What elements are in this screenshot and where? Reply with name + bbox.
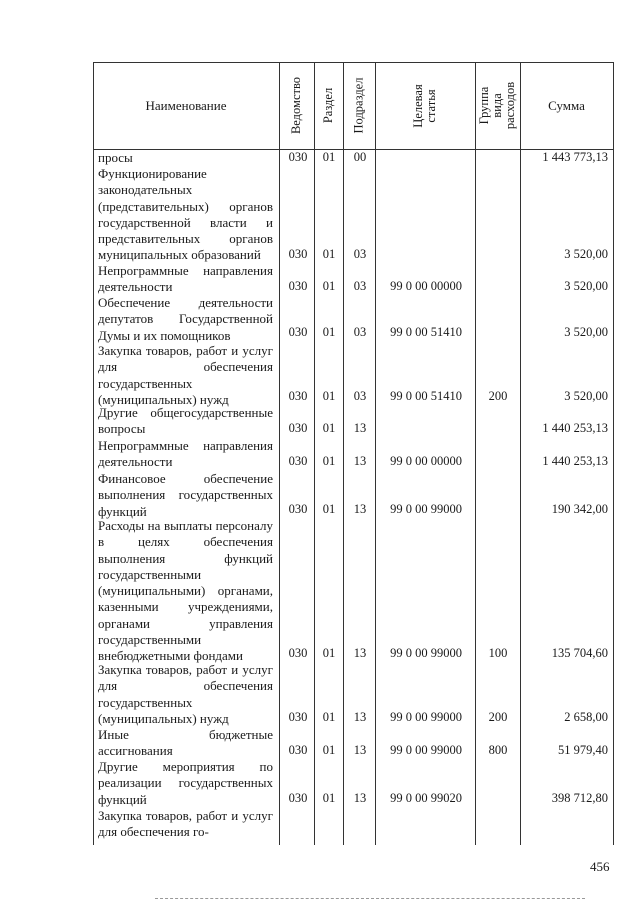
- header-gruppa: [475, 62, 520, 149]
- row-celevaya: 99 0 00 99000: [390, 743, 462, 757]
- row-name: Закупка товаров, работ и услуг для обеспечения го-: [98, 808, 273, 840]
- row-summa: 3 520,00: [564, 325, 608, 339]
- row-podrazdel: 03: [353, 279, 367, 293]
- row-razdel: 01: [322, 325, 336, 339]
- row-razdel: 01: [322, 421, 336, 435]
- header-razdel-text: Раздел: [321, 87, 336, 124]
- row-vedomstvo: 030: [288, 389, 308, 403]
- row-celevaya: 99 0 00 00000: [390, 454, 462, 468]
- row-podrazdel: 13: [353, 791, 367, 805]
- row-name: просы: [98, 150, 133, 165]
- row-summa: 190 342,00: [551, 502, 608, 516]
- row-summa: 1 440 253,13: [542, 454, 608, 468]
- row-name: Функционирование законодательных (представительных) органов государственной власти и представительных органов муниципальных образований: [98, 166, 273, 263]
- row-name: Закупка товаров, работ и услуг для обеспечения государственных (муниципальных) нужд: [98, 343, 273, 407]
- row-vedomstvo: 030: [288, 710, 308, 724]
- row-name: Непрограммные направления деятельности: [98, 263, 273, 295]
- row-razdel: 01: [322, 247, 336, 261]
- row-razdel: 01: [322, 710, 336, 724]
- row-razdel: 01: [322, 279, 336, 293]
- scan-edge-line: [155, 898, 585, 899]
- header-vedomstvo: [279, 62, 314, 149]
- row-podrazdel: 03: [353, 325, 367, 339]
- header-celevaya: [375, 62, 475, 149]
- row-summa: 2 658,00: [564, 710, 608, 724]
- row-vedomstvo: 030: [288, 247, 308, 261]
- header-summa-text: Сумма: [548, 97, 585, 113]
- row-name: Обеспечение деятельности депутатов Государственной Думы и их помощников: [98, 295, 273, 343]
- row-vedomstvo: 030: [288, 743, 308, 757]
- col-divider: [279, 62, 280, 845]
- row-vedomstvo: 030: [288, 646, 308, 660]
- col-divider: [93, 62, 94, 845]
- header-razdel: [314, 62, 343, 149]
- row-celevaya: 99 0 00 99000: [390, 502, 462, 516]
- row-celevaya: 99 0 00 51410: [390, 325, 462, 339]
- col-divider: [475, 62, 476, 845]
- row-summa: 3 520,00: [564, 279, 608, 293]
- row-razdel: 01: [322, 502, 336, 516]
- row-razdel: 01: [322, 791, 336, 805]
- row-gruppa: 800: [488, 743, 508, 757]
- row-podrazdel: 13: [353, 421, 367, 435]
- row-vedomstvo: 030: [288, 279, 308, 293]
- row-celevaya: 99 0 00 00000: [390, 279, 462, 293]
- row-podrazdel: 13: [353, 646, 367, 660]
- row-vedomstvo: 030: [288, 454, 308, 468]
- row-gruppa: 100: [488, 646, 508, 660]
- row-summa: 1 443 773,13: [542, 150, 608, 164]
- col-divider: [375, 62, 376, 845]
- row-razdel: 01: [322, 743, 336, 757]
- row-name: Финансовое обеспечение выполнения государственных функций: [98, 471, 273, 519]
- row-podrazdel: 03: [353, 247, 367, 261]
- header-podrazdel: [343, 62, 375, 149]
- col-divider: [343, 62, 344, 845]
- row-podrazdel: 13: [353, 710, 367, 724]
- row-name: Иные бюджетные ассигнования: [98, 727, 273, 759]
- header-vedomstvo-text: Ведомство: [289, 76, 303, 135]
- page-number: 456: [590, 859, 610, 874]
- col-divider: [314, 62, 315, 845]
- row-name: Другие общегосударственные вопросы: [98, 405, 273, 437]
- row-celevaya: 99 0 00 51410: [390, 389, 462, 403]
- row-celevaya: 99 0 00 99000: [390, 710, 462, 724]
- row-name: Закупка товаров, работ и услуг для обеспечения государственных (муниципальных) нужд: [98, 662, 273, 726]
- row-summa: 135 704,60: [551, 646, 608, 660]
- row-summa: 1 440 253,13: [542, 421, 608, 435]
- row-podrazdel: 03: [353, 389, 367, 403]
- row-name: Расходы на выплаты персоналу в целях обеспечения выполнения функций государственными (муниципальными) органами, казенными учреждениями, органами управления государственными внебюджетными фондами: [98, 518, 273, 664]
- row-celevaya: 99 0 00 99000: [390, 646, 462, 660]
- header-summa: [520, 62, 613, 149]
- row-razdel: 01: [322, 454, 336, 468]
- row-gruppa: 200: [488, 389, 508, 403]
- row-razdel: 01: [322, 646, 336, 660]
- header-gruppa-text: Группа вида расходов: [477, 81, 518, 130]
- row-name: Другие мероприятия по реализации государственных функций: [98, 759, 273, 807]
- row-vedomstvo: 030: [288, 150, 308, 164]
- col-divider: [613, 62, 614, 845]
- row-razdel: 01: [322, 389, 336, 403]
- row-vedomstvo: 030: [288, 421, 308, 435]
- header-name: [93, 62, 279, 149]
- row-summa: 3 520,00: [564, 247, 608, 261]
- row-podrazdel: 00: [353, 150, 367, 164]
- row-name: Непрограммные направления деятельности: [98, 438, 273, 470]
- header-celevaya-text: Целевая статья: [411, 83, 438, 128]
- row-razdel: 01: [322, 150, 336, 164]
- row-podrazdel: 13: [353, 743, 367, 757]
- row-vedomstvo: 030: [288, 325, 308, 339]
- row-gruppa: 200: [488, 710, 508, 724]
- header-name-text: Наименование: [145, 97, 227, 113]
- row-vedomstvo: 030: [288, 502, 308, 516]
- row-vedomstvo: 030: [288, 791, 308, 805]
- row-summa: 51 979,40: [558, 743, 608, 757]
- row-celevaya: 99 0 00 99020: [390, 791, 462, 805]
- row-summa: 3 520,00: [564, 389, 608, 403]
- header-podrazdel-text: Подраздел: [351, 77, 366, 134]
- row-podrazdel: 13: [353, 502, 367, 516]
- row-summa: 398 712,80: [551, 791, 608, 805]
- row-podrazdel: 13: [353, 454, 367, 468]
